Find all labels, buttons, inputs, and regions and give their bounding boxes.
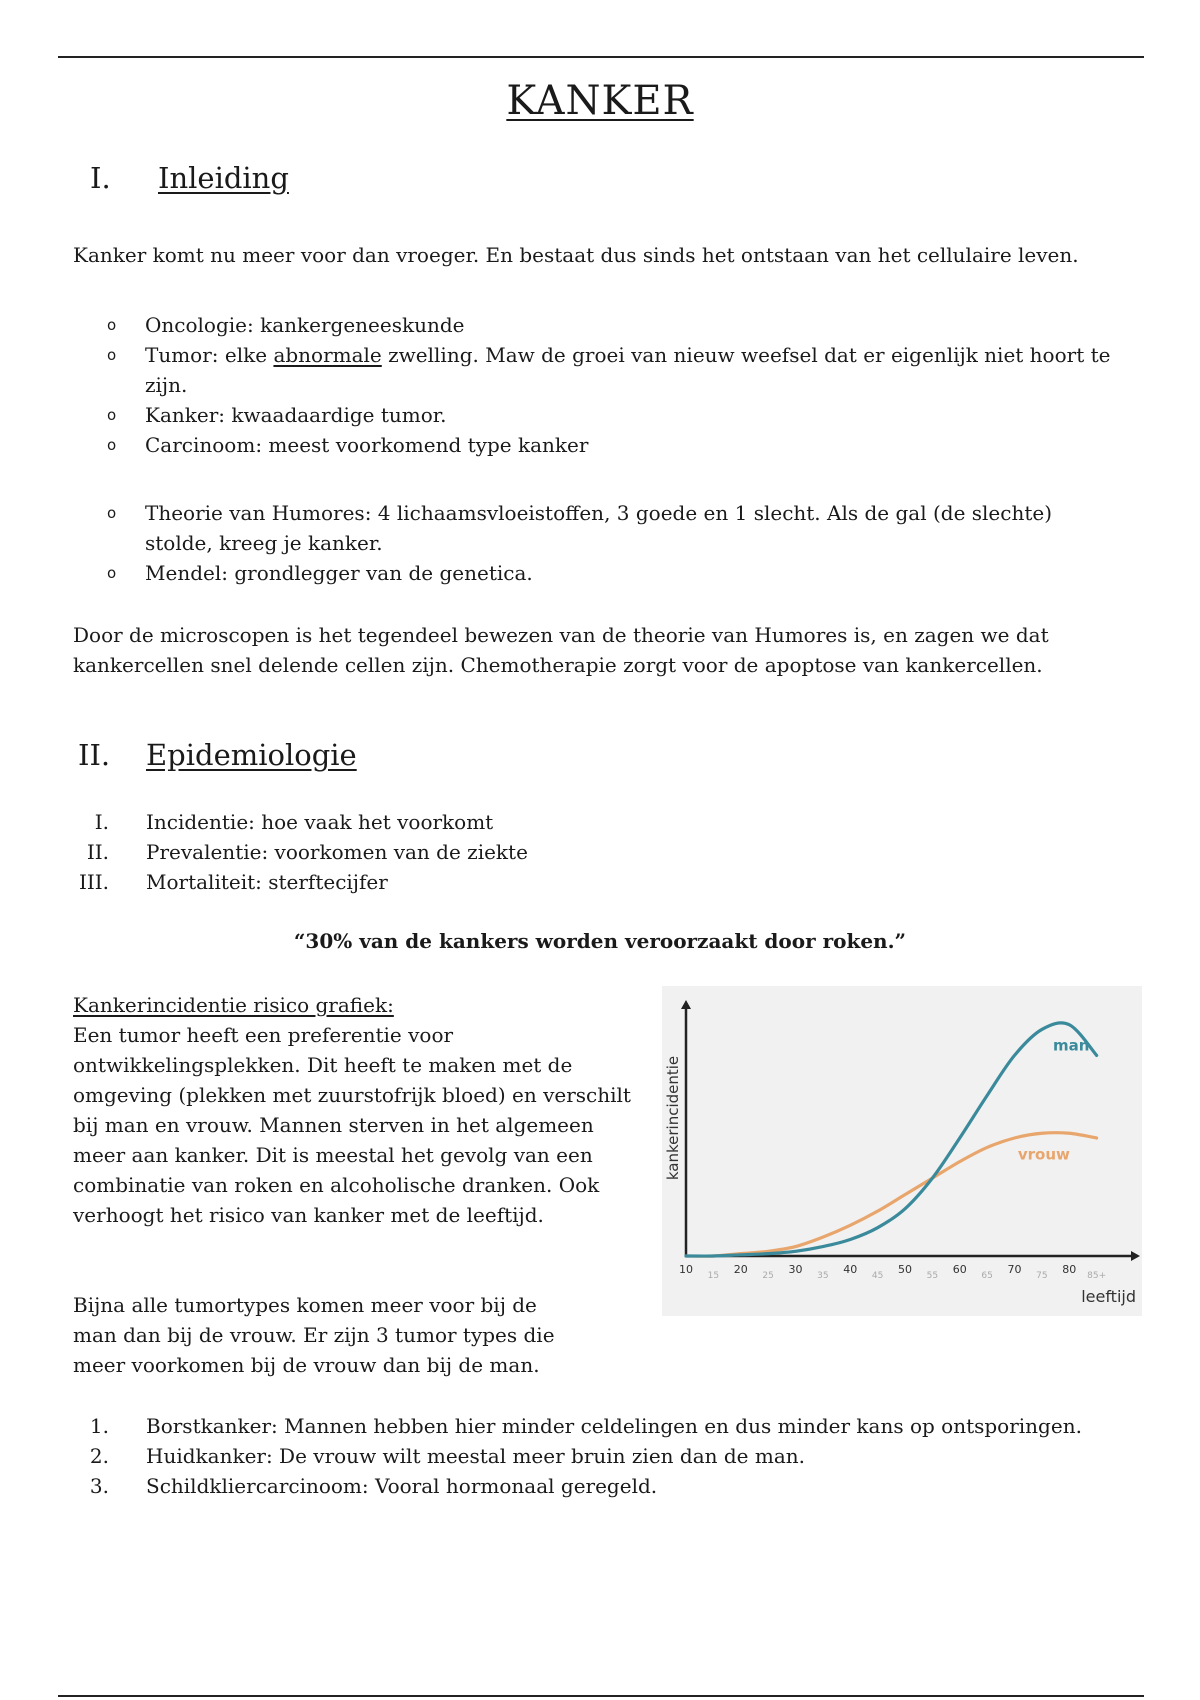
graph-paragraph: Een tumor heeft een preferentie voor ontwikkelingsplekken. Dit heeft te maken met de omgeving (plekken met zuurstofrijk bloed) en verschilt bij man en vrouw. Mannen sterven in het algemeen meer aan kanker. Dit is meestal het gevolg van een combinatie van roken en alcoholische dranken. Ook verhoogt het risico van kanker met de leeftijd. (73, 1023, 631, 1227)
graph-heading (73, 990, 394, 1020)
history-list (104, 498, 1124, 588)
top-rule (58, 56, 1144, 58)
list-item (104, 310, 1124, 340)
circle-bullet-icon: o (107, 436, 117, 454)
x-tick-label: 70 (1007, 1263, 1022, 1276)
list-number: 2. (89, 1444, 109, 1468)
list-item-text: Incidentie: hoe vaak het voorkomt (146, 810, 494, 834)
list-item (104, 498, 1124, 558)
list-item (73, 807, 528, 837)
list-item-text: Schildkliercarcinoom: Vooral hormonaal geregeld. (146, 1474, 658, 1498)
section-number: II. (78, 738, 111, 772)
list-item (73, 867, 528, 897)
x-tick-label: 15 (707, 1271, 720, 1281)
bottom-rule (58, 1695, 1144, 1697)
list-item (104, 430, 1124, 460)
graph-heading-text: Kankerincidentie risico grafiek: (73, 993, 394, 1017)
page-title: KANKER (506, 78, 694, 124)
list-item (73, 1411, 1082, 1441)
incidence-chart (662, 986, 1142, 1316)
circle-bullet-icon: o (107, 316, 117, 334)
closing-paragraph: Door de microscopen is het tegendeel bewezen van de theorie van Humores is, en zagen we dat kankercellen snel delende cellen zijn. Chemotherapie zorgt voor de apoptose van kankercellen. (73, 623, 1049, 677)
x-tick-label: 10 (679, 1263, 693, 1276)
list-item-text: Oncologie: kankergeneeskunde (145, 313, 465, 337)
x-tick-label: 30 (788, 1263, 803, 1276)
list-item (73, 1441, 1082, 1471)
smoking-quote: “30% van de kankers worden veroorzaakt door roken.” (293, 929, 907, 953)
list-item-text: zwelling. Maw de groei van nieuw weefsel dat er eigenlijk niet hoort te zijn. (145, 343, 1111, 397)
list-number: 1. (89, 1414, 109, 1438)
x-tick-label: 75 (1036, 1271, 1048, 1281)
list-item-text: Kanker: kwaadaardige tumor. (145, 403, 447, 427)
list-number: 3. (89, 1474, 109, 1498)
list-item (73, 1471, 1082, 1501)
x-tick-label: 80 (1062, 1263, 1077, 1276)
series-label-vrouw: vrouw (1017, 1145, 1070, 1164)
roman-numeral: II. (86, 840, 109, 864)
list-item-text: Huidkanker: De vrouw wilt meestal meer bruin zien dan de man. (146, 1444, 805, 1468)
list-item-text: Mortaliteit: sterftecijfer (146, 870, 388, 894)
circle-bullet-icon: o (107, 346, 117, 364)
list-item-text: Borstkanker: Mannen hebben hier minder celdelingen en dus minder kans op ontsporingen. (146, 1414, 1082, 1438)
list-item (104, 558, 1124, 588)
x-axis-label: leeftijd (1081, 1287, 1136, 1306)
x-tick-label: 45 (871, 1271, 884, 1281)
x-tick-label: 35 (817, 1271, 829, 1281)
tumor-paragraph: Bijna alle tumortypes komen meer voor bij de man dan bij de vrouw. Er zijn 3 tumor types die meer voorkomen bij de vrouw dan bij de man. (73, 1293, 555, 1377)
list-item (104, 400, 1124, 430)
series-label-man: man (1053, 1036, 1090, 1055)
list-item-text: Theorie van Humores: 4 lichaamsvloeistoffen, 3 goede en 1 slecht. Als de gal (de slechte) stolde, kreeg je kanker. (145, 501, 1053, 555)
intro-paragraph: Kanker komt nu meer voor dan vroeger. En bestaat dus sinds het ontstaan van het cellulaire leven. (73, 243, 1079, 267)
section-title: Inleiding (158, 161, 289, 195)
underlined-term: abnormale (273, 343, 382, 367)
y-axis-label: kankerincidentie (664, 1055, 682, 1181)
roman-numeral: III. (78, 870, 109, 894)
list-item (104, 340, 1124, 400)
list-item-text: Prevalentie: voorkomen van de ziekte (146, 840, 528, 864)
section-title: Epidemiologie (146, 738, 357, 772)
circle-bullet-icon: o (107, 564, 117, 582)
x-tick-label: 50 (898, 1263, 912, 1276)
roman-numeral: I. (94, 810, 109, 834)
x-tick-label: 85+ (1087, 1271, 1107, 1281)
circle-bullet-icon: o (107, 504, 117, 522)
list-item (73, 837, 528, 867)
x-tick-label: 60 (952, 1263, 967, 1276)
definition-list (104, 310, 1124, 460)
x-tick-label: 20 (733, 1263, 748, 1276)
list-item-text: Mendel: grondlegger van de genetica. (145, 561, 533, 585)
x-tick-label: 40 (843, 1263, 858, 1276)
circle-bullet-icon: o (107, 406, 117, 424)
x-tick-label: 65 (981, 1271, 993, 1281)
tumor-types-list (73, 1411, 1082, 1501)
section-number: I. (90, 161, 111, 195)
x-tick-label: 25 (762, 1271, 774, 1281)
list-item-text: Tumor: elke (145, 343, 274, 367)
x-tick-label: 55 (926, 1271, 939, 1281)
epidemiology-terms (73, 807, 528, 897)
list-item-text: Carcinoom: meest voorkomend type kanker (145, 433, 589, 457)
